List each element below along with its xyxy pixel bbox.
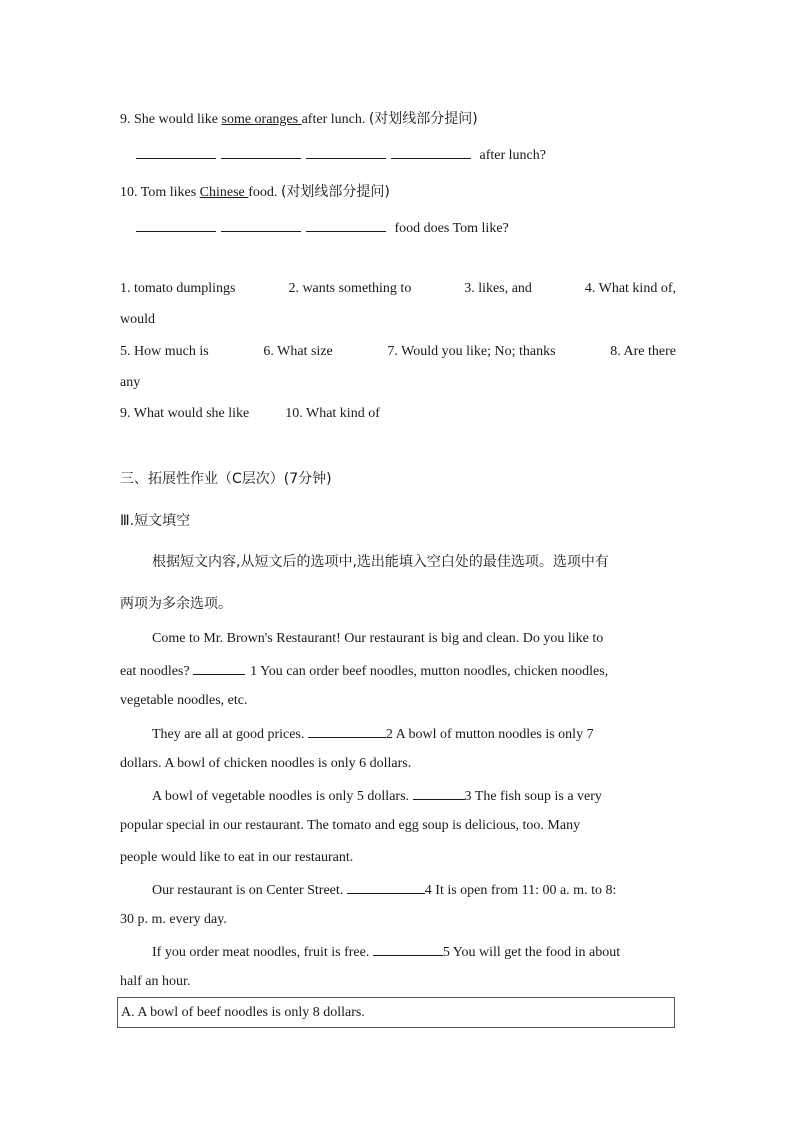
- q9-instruction: (对划线部分提问): [368, 111, 478, 127]
- answer-8-continued: any: [120, 375, 141, 390]
- option-a-box: [117, 997, 675, 1028]
- answer-4: 4. What kind of,: [584, 281, 676, 296]
- passage-p3-line-3: people would like to eat in our restaurant.: [120, 850, 354, 865]
- passage-p1-line-1: Come to Mr. Brown's Restaurant! Our restaurant is big and clean. Do you like to: [152, 631, 604, 646]
- passage-text: 1 You can order beef noodles, mutton noodles, chicken noodles,: [250, 664, 609, 679]
- passage-text: 3 The fish soup is a very: [464, 789, 602, 804]
- answer-10: 10. What kind of: [285, 406, 380, 421]
- answer-2: 2. wants something to: [288, 281, 412, 296]
- blank: [306, 144, 386, 159]
- section-title: 三、拓展性作业（C层次）(7分钟): [120, 471, 332, 487]
- q10-suffix: food.: [248, 185, 281, 200]
- passage-p1-line-3: vegetable noodles, etc.: [120, 693, 248, 708]
- answer-9: 9. What would she like: [120, 406, 250, 421]
- section-instruction-line-2: 两项为多余选项。: [120, 596, 232, 612]
- q9-prefix: 9. She would like: [120, 112, 222, 127]
- q10-underlined: Chinese: [199, 185, 249, 200]
- q9-suffix: after lunch.: [301, 112, 369, 127]
- q9-answer-tail: after lunch?: [476, 148, 546, 163]
- section-instruction-line-1: 根据短文内容,从短文后的选项中,选出能填入空白处的最佳选项。选项中有: [152, 554, 609, 570]
- question-9-answer-line: [136, 144, 692, 166]
- passage-p5-line-2: half an hour.: [120, 974, 191, 989]
- blank: [136, 144, 216, 159]
- passage-text: 2 A bowl of mutton noodles is only 7: [385, 727, 594, 742]
- blank-2: [308, 723, 386, 738]
- passage-text: 4 It is open from 11: 00 a. m. to 8:: [424, 883, 617, 898]
- blank-5: [373, 941, 443, 956]
- blank-3: [413, 785, 465, 800]
- passage-p2-line-2: dollars. A bowl of chicken noodles is only 6 dollars.: [120, 756, 412, 771]
- passage-p4-line-2: 30 p. m. every day.: [120, 912, 227, 927]
- answer-key-row-1: [120, 279, 676, 299]
- question-9: [120, 109, 676, 130]
- answer-3: 3. likes, and: [464, 281, 532, 296]
- passage-text: 5 You will get the food in about: [442, 945, 621, 960]
- passage-p5-line-1: [120, 941, 676, 963]
- blank: [306, 217, 386, 232]
- blank-1: [193, 660, 245, 675]
- option-a: A. A bowl of beef noodles is only 8 dollars.: [121, 1005, 365, 1020]
- passage-p3-line-2: popular special in our restaurant. The tomato and egg soup is delicious, too. Many: [120, 818, 581, 833]
- answer-key-row-3: [120, 404, 676, 424]
- passage-p1-line-2: [120, 660, 676, 682]
- answer-key-row-2: [120, 342, 676, 362]
- blank: [391, 144, 471, 159]
- section-sub-title: Ⅲ.短文填空: [120, 513, 191, 529]
- answer-7: 7. Would you like; No; thanks: [387, 344, 556, 359]
- passage-text: Our restaurant is on Center Street.: [152, 883, 347, 898]
- passage-text: A bowl of vegetable noodles is only 5 dollars.: [152, 789, 413, 804]
- blank-4: [347, 879, 425, 894]
- passage-p4-line-1: [120, 879, 676, 901]
- answer-1: 1. tomato dumplings: [120, 281, 236, 296]
- passage-text: eat noodles?: [120, 664, 194, 679]
- answer-8: 8. Are there: [610, 344, 676, 359]
- question-10-answer-line: [136, 217, 692, 239]
- passage-text: If you order meat noodles, fruit is free.: [152, 945, 373, 960]
- blank: [221, 144, 301, 159]
- blank: [221, 217, 301, 232]
- answer-5: 5. How much is: [120, 344, 209, 359]
- q9-underlined: some oranges: [221, 112, 302, 127]
- q10-prefix: 10. Tom likes: [120, 185, 200, 200]
- q10-answer-tail: food does Tom like?: [391, 221, 509, 236]
- passage-p2-line-1: [120, 723, 676, 745]
- question-10: [120, 182, 676, 203]
- passage-text: They are all at good prices.: [152, 727, 308, 742]
- answer-4-continued: would: [120, 312, 155, 327]
- answer-6: 6. What size: [263, 344, 333, 359]
- passage-p3-line-1: [120, 785, 676, 807]
- blank: [136, 217, 216, 232]
- q10-instruction: (对划线部分提问): [280, 184, 390, 200]
